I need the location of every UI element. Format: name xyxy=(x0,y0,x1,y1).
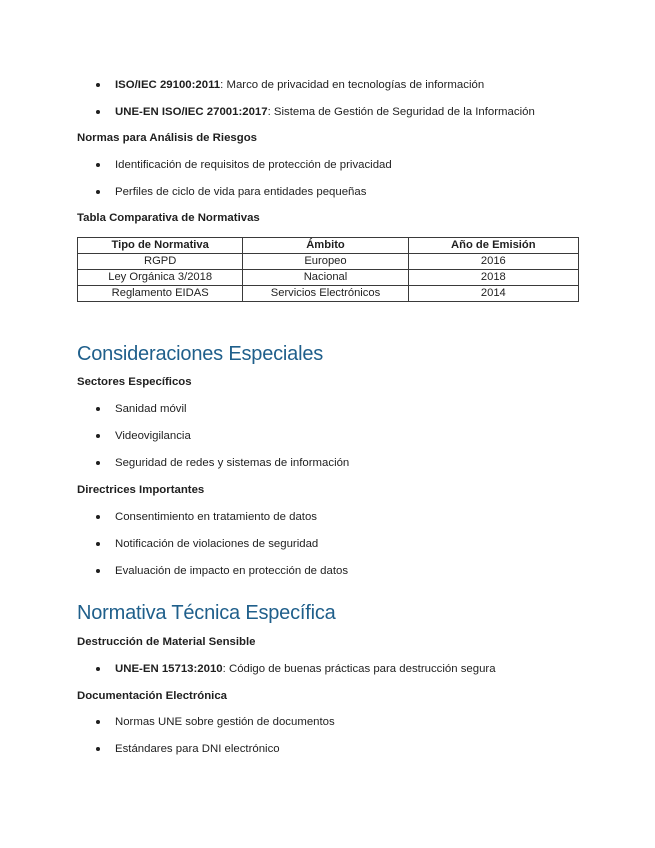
table-cell: Ley Orgánica 3/2018 xyxy=(78,270,243,286)
subheading-documentacion: Documentación Electrónica xyxy=(77,690,228,702)
bullet-icon xyxy=(96,407,100,411)
list-item-text: Estándares para DNI electrónico xyxy=(115,743,280,755)
table-cell: Reglamento EIDAS xyxy=(78,286,243,302)
column-header: Ámbito xyxy=(243,238,408,254)
list-item-text: Sanidad móvil xyxy=(115,403,187,415)
bullet-icon xyxy=(96,190,100,194)
table-cell: 2014 xyxy=(408,286,578,302)
table-cell: 2016 xyxy=(408,254,578,270)
list-item-text: Consentimiento en tratamiento de datos xyxy=(115,511,317,523)
standard-code: UNE-EN 15713:2010 xyxy=(115,663,223,675)
bullet-icon xyxy=(96,542,100,546)
column-header: Tipo de Normativa xyxy=(78,238,243,254)
bullet-icon xyxy=(96,515,100,519)
subheading-riesgos: Normas para Análisis de Riesgos xyxy=(77,132,257,144)
bullet-icon xyxy=(96,569,100,573)
standard-code: ISO/IEC 29100:2011 xyxy=(115,79,221,91)
table-cell: 2018 xyxy=(408,270,578,286)
section-heading-tecnica: Normativa Técnica Específica xyxy=(77,602,336,624)
standard-code: UNE-EN ISO/IEC 27001:2017 xyxy=(115,106,268,118)
subheading-directrices: Directrices Importantes xyxy=(77,484,205,496)
subheading-tabla: Tabla Comparativa de Normativas xyxy=(77,212,260,224)
bullet-icon xyxy=(96,434,100,438)
list-item-text: Seguridad de redes y sistemas de información xyxy=(115,457,350,469)
bullet-icon xyxy=(96,720,100,724)
list-item-text: Perfiles de ciclo de vida para entidades pequeñas xyxy=(115,186,367,198)
list-item-text: Notificación de violaciones de seguridad xyxy=(115,538,319,550)
bullet-icon xyxy=(96,110,100,114)
bullet-icon xyxy=(96,747,100,751)
table-cell: Europeo xyxy=(243,254,408,270)
bullet-icon xyxy=(96,163,100,167)
table-cell: RGPD xyxy=(78,254,243,270)
subheading-destruccion: Destrucción de Material Sensible xyxy=(77,636,256,648)
list-item-text: Evaluación de impacto en protección de datos xyxy=(115,565,349,577)
standard-description: : Código de buenas prácticas para destrucción segura xyxy=(222,663,496,675)
list-item-text: Normas UNE sobre gestión de documentos xyxy=(115,716,335,728)
column-header: Año de Emisión xyxy=(408,238,578,254)
table-cell: Nacional xyxy=(243,270,408,286)
standard-description: : Sistema de Gestión de Seguridad de la Información xyxy=(267,106,535,118)
list-item-text: Identificación de requisitos de protección de privacidad xyxy=(115,159,392,171)
list-item-text: Videovigilancia xyxy=(115,430,191,442)
table-header-row xyxy=(78,238,579,254)
table-row xyxy=(78,270,579,286)
table-row xyxy=(78,254,579,270)
bullet-icon xyxy=(96,83,100,87)
standard-description: : Marco de privacidad en tecnologías de información xyxy=(220,79,485,91)
comparison-table xyxy=(77,237,579,302)
table-row xyxy=(78,286,579,302)
table-cell: Servicios Electrónicos xyxy=(243,286,408,302)
bullet-icon xyxy=(96,461,100,465)
section-heading-consideraciones: Consideraciones Especiales xyxy=(77,343,324,365)
bullet-icon xyxy=(96,667,100,671)
subheading-sectores: Sectores Específicos xyxy=(77,376,192,388)
